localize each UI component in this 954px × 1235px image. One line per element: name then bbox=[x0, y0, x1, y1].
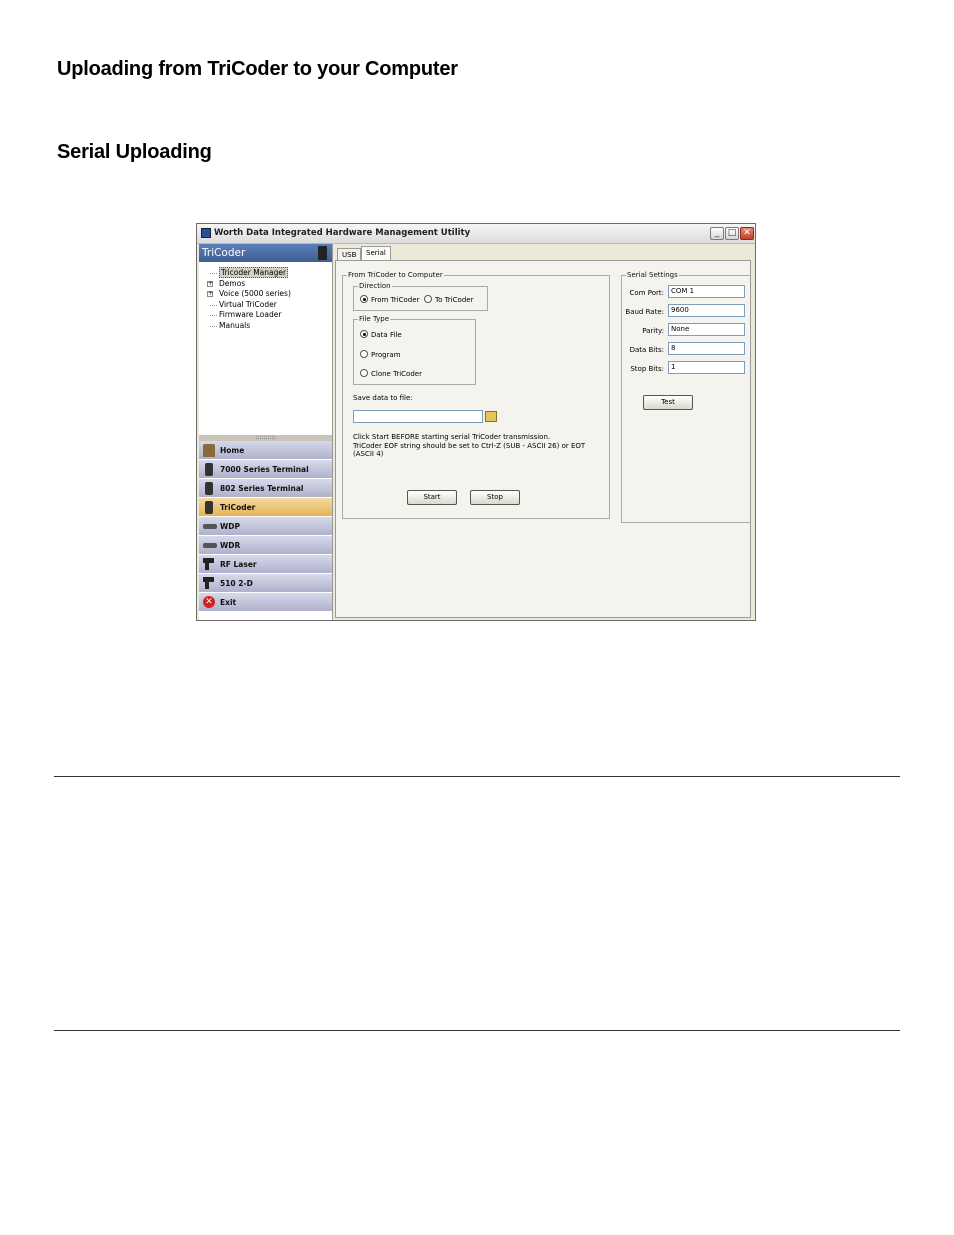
radio-program[interactable] bbox=[360, 350, 401, 360]
nav-item-wdp[interactable] bbox=[199, 517, 332, 536]
horizontal-rule bbox=[54, 776, 900, 777]
app-window-screenshot bbox=[196, 223, 756, 621]
radio-label: To TriCoder bbox=[435, 296, 474, 304]
close-button[interactable]: ✕ bbox=[740, 227, 754, 240]
scanner-icon bbox=[203, 524, 217, 529]
laser-gun-icon bbox=[203, 558, 214, 563]
nav-item-label: WDR bbox=[220, 541, 241, 550]
document-heading-serial: Serial Uploading bbox=[57, 141, 212, 163]
exit-icon: ✕ bbox=[203, 596, 215, 608]
nav-item-7000-series[interactable] bbox=[199, 460, 332, 479]
nav-item-exit[interactable] bbox=[199, 593, 332, 612]
maximize-button[interactable]: □ bbox=[725, 227, 739, 240]
serial-settings-legend: Serial Settings bbox=[627, 271, 678, 279]
radio-dot-icon bbox=[360, 295, 368, 303]
tree-item-label: Manuals bbox=[219, 320, 251, 330]
from-tricoder-group bbox=[342, 271, 610, 519]
direction-group bbox=[353, 282, 488, 311]
scanner-icon bbox=[203, 543, 217, 548]
radio-label: Data File bbox=[371, 331, 402, 339]
nav-item-label: Home bbox=[220, 446, 245, 455]
nav-item-label: 802 Series Terminal bbox=[220, 484, 304, 493]
parity-field[interactable]: None bbox=[668, 323, 745, 336]
test-button[interactable]: Test bbox=[643, 395, 693, 410]
tab-usb[interactable]: USB bbox=[337, 248, 361, 261]
right-pane bbox=[333, 244, 755, 621]
nav-list bbox=[199, 441, 332, 612]
radio-clone-tricoder[interactable] bbox=[360, 369, 422, 379]
radio-label: From TriCoder bbox=[371, 296, 420, 304]
data-bits-field[interactable]: 8 bbox=[668, 342, 745, 355]
tree-connector bbox=[210, 305, 217, 306]
tricoder-device-icon bbox=[318, 246, 327, 260]
data-bits-label: Data Bits: bbox=[629, 346, 664, 354]
sidebar-header bbox=[199, 244, 332, 262]
window-titlebar bbox=[197, 224, 755, 244]
radio-data-file[interactable] bbox=[360, 330, 402, 340]
minimize-button[interactable]: _ bbox=[710, 227, 724, 240]
nav-item-tricoder[interactable] bbox=[199, 498, 332, 517]
tree-item-tricoder-manager[interactable] bbox=[207, 268, 291, 279]
tricoder-icon bbox=[205, 501, 213, 514]
radio-label: Clone TriCoder bbox=[371, 370, 422, 378]
laser-gun-icon bbox=[203, 577, 214, 582]
tree-item-label: Firmware Loader bbox=[219, 310, 282, 320]
folder-icon[interactable] bbox=[485, 411, 497, 422]
tree-item-demos[interactable] bbox=[207, 279, 291, 290]
tricoder-tree bbox=[207, 268, 291, 332]
radio-dot-icon bbox=[360, 330, 368, 338]
tree-item-label: Demos bbox=[219, 278, 246, 288]
serial-tab-panel bbox=[335, 260, 751, 618]
baud-rate-label: Baud Rate: bbox=[625, 308, 664, 316]
tab-serial[interactable]: Serial bbox=[361, 246, 391, 261]
serial-settings-group bbox=[621, 271, 751, 523]
terminal-icon bbox=[205, 482, 213, 495]
save-file-input[interactable] bbox=[353, 410, 483, 423]
com-port-label: Com Port: bbox=[629, 289, 664, 297]
radio-dot-icon bbox=[360, 369, 368, 377]
tree-connector bbox=[210, 273, 217, 274]
tree-item-label: Tricoder Manager bbox=[221, 268, 287, 277]
terminal-icon bbox=[205, 463, 213, 476]
radio-to-tricoder[interactable] bbox=[424, 295, 473, 305]
tree-connector bbox=[210, 326, 217, 327]
info-line-3: (ASCII 4) bbox=[353, 450, 384, 458]
radio-label: Program bbox=[371, 351, 401, 359]
home-icon bbox=[203, 444, 215, 457]
splitter-grip[interactable]: :::::::::: bbox=[199, 435, 332, 441]
stop-bits-field[interactable]: 1 bbox=[668, 361, 745, 374]
expand-icon[interactable]: + bbox=[208, 290, 214, 298]
tree-connector bbox=[210, 315, 217, 316]
nav-item-label: 7000 Series Terminal bbox=[220, 465, 309, 474]
direction-legend: Direction bbox=[359, 282, 391, 290]
window-title: Worth Data Integrated Hardware Management Utility bbox=[214, 228, 471, 238]
nav-item-label: TriCoder bbox=[220, 503, 256, 512]
radio-dot-icon bbox=[424, 295, 432, 303]
expand-icon[interactable]: + bbox=[208, 279, 214, 287]
radio-from-tricoder[interactable] bbox=[360, 295, 419, 305]
com-port-field[interactable]: COM 1 bbox=[668, 285, 745, 298]
document-heading-uploading: Uploading from TriCoder to your Computer bbox=[57, 58, 458, 80]
from-tricoder-legend: From TriCoder to Computer bbox=[348, 271, 443, 279]
file-type-group bbox=[353, 315, 476, 385]
tree-item-firmware-loader[interactable] bbox=[207, 310, 291, 321]
baud-rate-field[interactable]: 9600 bbox=[668, 304, 745, 317]
nav-item-label: 510 2-D bbox=[220, 579, 253, 588]
nav-item-802-series[interactable] bbox=[199, 479, 332, 498]
tree-item-label: Voice (5000 series) bbox=[219, 289, 291, 299]
save-data-label: Save data to file: bbox=[353, 394, 413, 402]
start-button[interactable]: Start bbox=[407, 490, 457, 505]
nav-item-label: WDP bbox=[220, 522, 240, 531]
tree-item-label: Virtual TriCoder bbox=[219, 299, 277, 309]
app-icon bbox=[201, 228, 211, 238]
nav-item-wdr[interactable] bbox=[199, 536, 332, 555]
nav-item-510-2d[interactable] bbox=[199, 574, 332, 593]
parity-label: Parity: bbox=[642, 327, 664, 335]
nav-item-rf-laser[interactable] bbox=[199, 555, 332, 574]
tree-item-virtual-tricoder[interactable] bbox=[207, 300, 291, 311]
tree-item-voice[interactable] bbox=[207, 289, 291, 300]
stop-bits-label: Stop Bits: bbox=[630, 365, 664, 373]
left-pane bbox=[199, 244, 333, 621]
radio-dot-icon bbox=[360, 350, 368, 358]
file-type-legend: File Type bbox=[359, 315, 390, 323]
sidebar-header-label: TriCoder bbox=[202, 247, 246, 259]
stop-button[interactable]: Stop bbox=[470, 490, 520, 505]
info-line-1: Click Start BEFORE starting serial TriCoder transmission. bbox=[353, 433, 551, 441]
nav-item-home[interactable] bbox=[199, 441, 332, 460]
horizontal-rule bbox=[54, 1030, 900, 1031]
nav-item-label: Exit bbox=[220, 598, 237, 607]
tree-item-manuals[interactable] bbox=[207, 321, 291, 332]
nav-item-label: RF Laser bbox=[220, 560, 257, 569]
info-line-2: TriCoder EOF string should be set to Ctrl-Z (SUB - ASCII 26) or EOT bbox=[353, 441, 586, 450]
